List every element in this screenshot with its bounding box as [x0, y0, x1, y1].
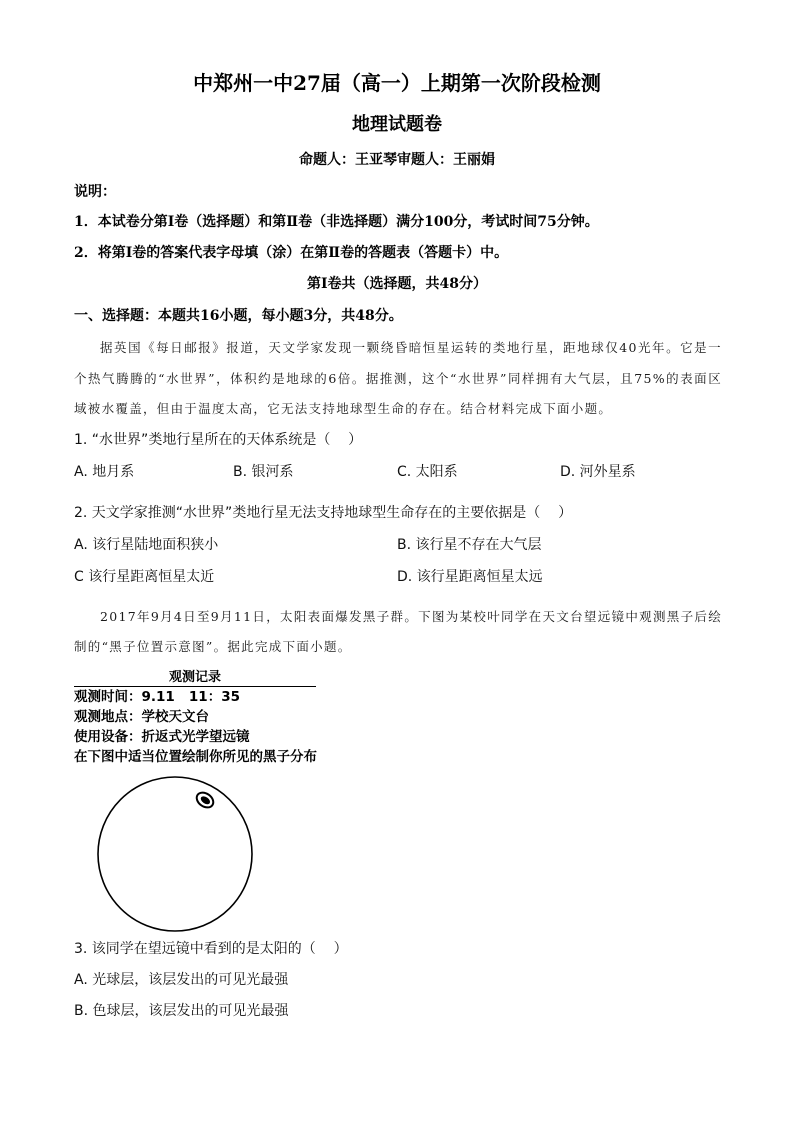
- instructions-heading: 说明：: [74, 184, 116, 201]
- observation-time: 观测时间：9.11 11：35: [74, 688, 240, 705]
- exam-authors: 命题人：王亚琴审题人：王丽娟: [299, 152, 495, 169]
- question-2-options-row-1: [74, 535, 724, 555]
- sunspot-position-diagram: [90, 769, 265, 934]
- question-3-stem: 3. 该同学在望远镜中看到的是太阳的（ ）: [74, 940, 348, 957]
- observation-instruction: 在下图中适当位置绘制你所见的黑子分布: [74, 749, 317, 766]
- reading-material-2: 2017年9月4日至9月11日，太阳表面爆发黑子群。下图为某校叶同学在天文台望远镜中观测黑子后绘制的“黑子位置示意图”。据此完成下面小题。: [74, 608, 722, 654]
- question-1-option-d: D. 河外星系: [560, 463, 636, 480]
- question-2-option-b: B. 该行星不存在大气层: [397, 536, 542, 553]
- question-2-option-c: C 该行星距离恒星太近: [74, 568, 215, 585]
- part-heading: 一、选择题：本题共16小题，每小题3分，共48分。: [74, 308, 403, 325]
- question-1-stem: 1. “水世界”类地行星所在的天体系统是（ ）: [74, 431, 363, 448]
- section-title: 第Ⅰ卷共（选择题，共48分）: [306, 276, 488, 293]
- question-3-option-b: B. 色球层，该层发出的可见光最强: [74, 1002, 289, 1019]
- question-2-option-d: D. 该行星距离恒星太远: [397, 568, 543, 585]
- instruction-item-2: 2．将第Ⅰ卷的答案代表字母填（涂）在第Ⅱ卷的答题表（答题卡）中。: [74, 245, 509, 262]
- question-2-stem: 2. 天文学家推测“水世界”类地行星无法支持地球型生命存在的主要依据是（ ）: [74, 504, 573, 521]
- reading-material-1: 据英国《每日邮报》报道，天文学家发现一颗绕昏暗恒星运转的类地行星，距地球仅40光年。它是一个热气腾腾的“水世界”，体积约是地球的6倍。据推测，这个“水世界”同样拥有大气层，且75%的表面区域被水覆盖，但由于温度太高，它无法支持地球型生命的存在。结合材料完成下面小题。: [74, 340, 722, 417]
- question-1-option-c: C. 太阳系: [397, 463, 458, 480]
- question-1-option-b: B. 银河系: [233, 463, 294, 480]
- exam-title: 中郑州一中27届（高一）上期第一次阶段检测: [193, 71, 601, 96]
- observation-equipment: 使用设备：折返式光学望远镜: [74, 729, 250, 746]
- question-1-option-a: A. 地月系: [74, 463, 135, 480]
- question-2-options-row-2: [74, 567, 724, 587]
- question-1-options: [74, 462, 724, 482]
- instruction-item-1: 1．本试卷分第Ⅰ卷（选择题）和第Ⅱ卷（非选择题）满分100分，考试时间75分钟。: [74, 214, 599, 231]
- exam-subject: 地理试题卷: [352, 114, 442, 136]
- question-2-option-a: A. 该行星陆地面积狭小: [74, 536, 219, 553]
- observation-location: 观测地点：学校天文台: [74, 708, 209, 725]
- sun-disk: [98, 777, 252, 931]
- observation-record-heading: 观测记录: [74, 670, 316, 687]
- question-3-option-a: A. 光球层，该层发出的可见光最强: [74, 971, 289, 988]
